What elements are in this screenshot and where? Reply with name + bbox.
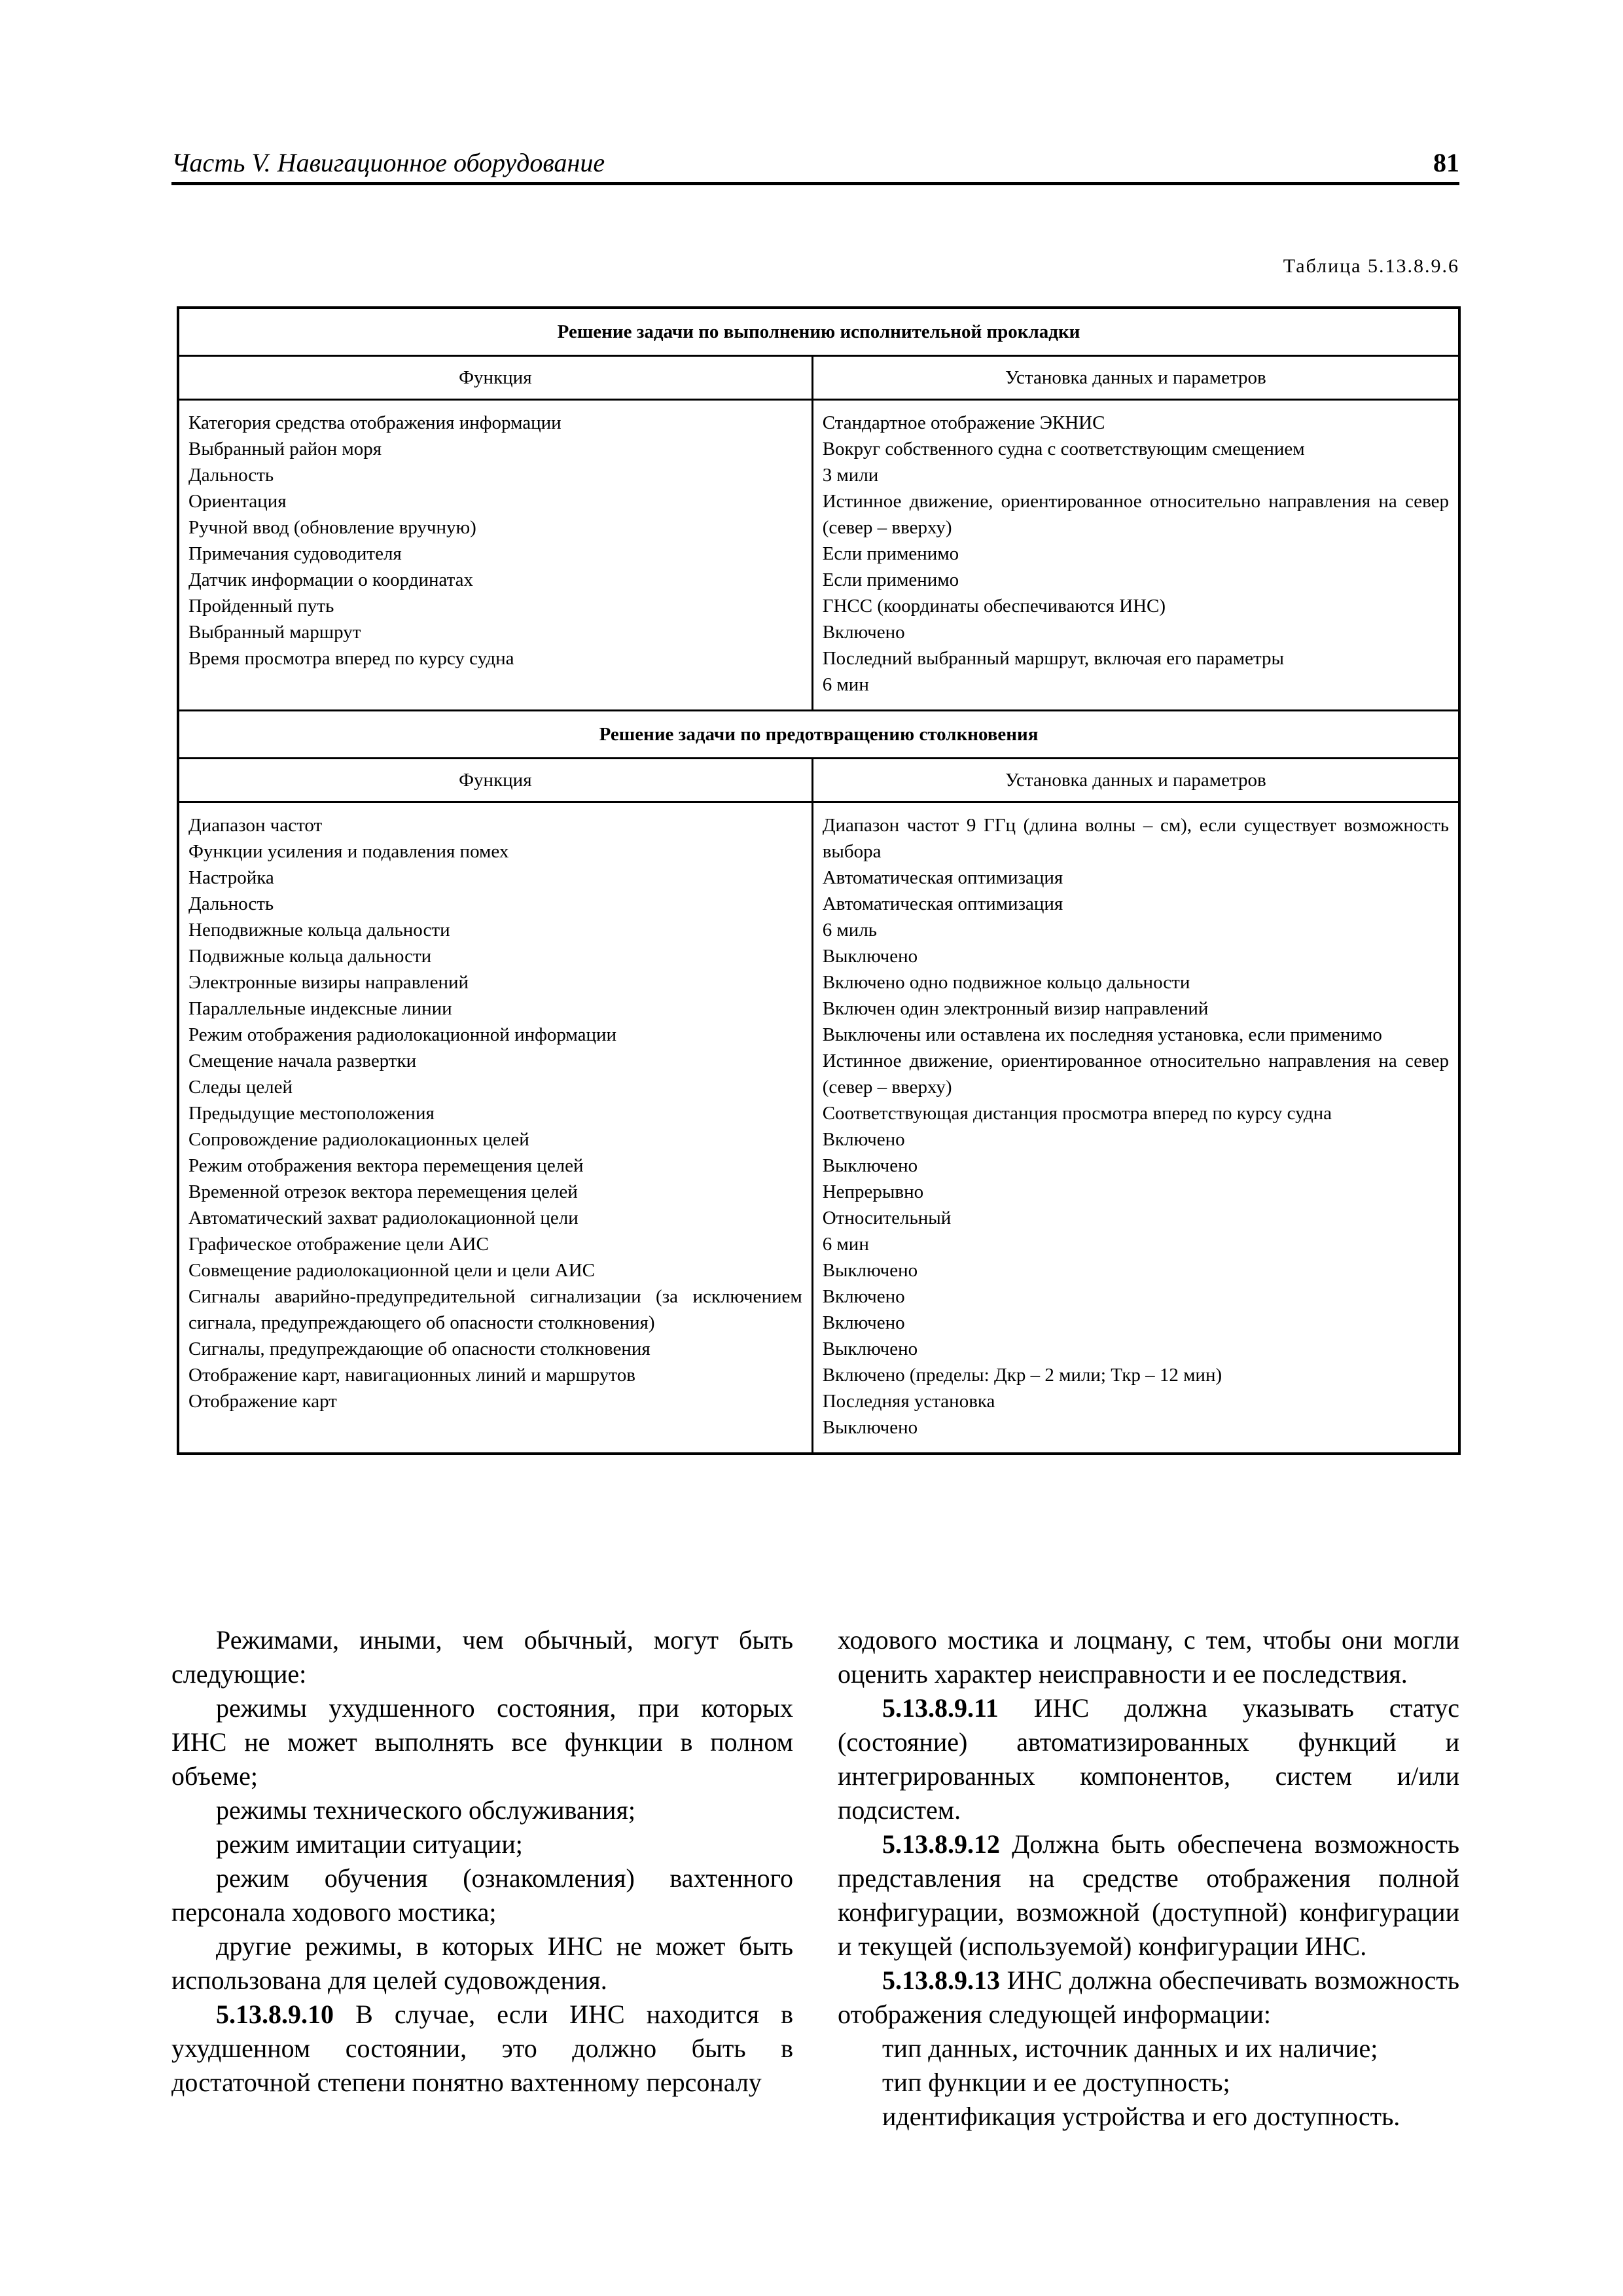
setting-value: Если применимо [822,569,959,590]
function-label: Ручной ввод (обновление вручную) [188,517,476,538]
function-label: Настройка [188,867,274,888]
function-label: Режим отображения радиолокационной информации [188,1024,617,1045]
settings-cell-1 [812,400,1459,711]
setting-value: Если применимо [822,543,959,564]
function-label: Выбранный район моря [188,439,382,459]
paragraph [171,1998,793,2100]
function-label: Автоматический захват радиолокационной цели [188,1208,579,1229]
paragraph: Режимами, иными, чем обычный, могут быть следующие: [171,1625,793,1689]
function-label: Категория средства отображения информации [188,412,562,433]
setting-value: Вокруг собственного судна с соответствующим смещением [822,439,1305,459]
functions-cell-2 [178,802,812,1454]
function-label: Дальность [188,893,274,914]
paragraph [838,1964,1459,2032]
clause-number: 5.13.8.9.12 [882,1829,1000,1859]
setting-value: Автоматическая оптимизация [822,893,1063,914]
clause-number: 5.13.8.9.10 [216,2000,334,2029]
right-column [838,1623,1459,2134]
setting-value: Относительный [822,1208,952,1229]
setting-value: 3 мили [822,465,879,486]
clause-text: ИНС должна обеспечивать возможность отображения следующей информации: [838,1965,1460,2029]
function-label: Режим отображения вектора перемещения целей [188,1155,584,1176]
function-label: Отображение карт, навигационных линий и маршрутов [188,1365,635,1386]
function-label: Предыдущие местоположения [188,1103,435,1124]
paragraph: режимы ухудшенного состояния, при которых ИНС не может выполнять все функции в полном объеме; [171,1693,793,1791]
page-header [171,143,1459,185]
function-label: Подвижные кольца дальности [188,946,432,967]
function-label: Совмещение радиолокационной цели и цели АИС [188,1260,595,1281]
setting-value: Включено одно подвижное кольцо дальности [822,972,1190,993]
paragraph: режимы технического обслуживания; [216,1795,635,1825]
functions-cell-1 [178,400,812,711]
paragraph: режим обучения (ознакомления) вахтенного персонала ходового мостика; [171,1863,793,1927]
function-label: Неподвижные кольца дальности [188,920,450,941]
setting-value: 6 мин [822,1234,869,1255]
clause-text: Должна быть обеспечена возможность представления на средстве отображения полной конфигурации, возможной (доступной) конфигурации и текущей (используемой) конфигурации ИНС. [838,1829,1460,1961]
setting-value: Включен один электронный визир направлений [822,998,1209,1019]
function-label: Графическое отображение цели АИС [188,1234,489,1255]
body-text [171,1623,1460,2131]
function-label: Диапазон частот [188,815,323,836]
setting-value: ГНСС (координаты обеспечиваются ИНС) [822,596,1166,617]
running-title: Часть V. Навигационное оборудование [171,148,605,177]
list-item: идентификация устройства и его доступность. [882,2102,1400,2131]
list-item: тип функции и ее доступность; [882,2068,1230,2097]
paragraph [838,1827,1459,1964]
list-item: тип данных, источник данных и их наличие; [882,2034,1378,2063]
setting-value: Включено (пределы: Дкр – 2 мили; Ткр – 12 мин) [822,1365,1222,1386]
setting-value: Непрерывно [822,1181,924,1202]
setting-value: Соответствующая дистанция просмотра вперед по курсу судна [822,1103,1332,1124]
paragraph: другие режимы, в которых ИНС не может быть использована для целей судовождения. [171,1931,793,1995]
setting-value: Выключено [822,1155,918,1176]
setting-value: Последняя установка [822,1391,995,1412]
clause-text: ИНС должна указывать статус (состояние) автоматизированных функций и интегрированных компонентов, систем и/или подсистем. [838,1693,1460,1825]
function-label: Электронные визиры направлений [188,972,469,993]
section-title-2: Решение задачи по предотвращению столкновения [178,711,1459,759]
settings-table [177,306,1461,1455]
clause-number: 5.13.8.9.11 [882,1693,999,1723]
paragraph [838,1691,1459,1827]
column-header-function: Функция [178,356,812,400]
function-label: Дальность [188,465,274,486]
paragraph: режим имитации ситуации; [216,1829,523,1859]
setting-value: Выключено [822,1260,918,1281]
page-number: 81 [1433,148,1459,177]
column-header-settings: Установка данных и параметров [812,356,1459,400]
setting-value: 6 миль [822,920,878,941]
setting-value: Включено [822,1312,905,1333]
setting-value: Истинное движение, ориентированное относительно направления на север (север – вверху) [822,1050,1449,1098]
function-label: Параллельные индексные линии [188,998,452,1019]
setting-value: Автоматическая оптимизация [822,867,1063,888]
function-label: Следы целей [188,1077,293,1098]
column-header-function: Функция [178,759,812,802]
column-header-settings: Установка данных и параметров [812,759,1459,802]
setting-value: Включено [822,1286,905,1307]
function-label: Смещение начала развертки [188,1050,417,1071]
clause-text: В случае, если ИНС находится в ухудшенном состоянии, это должно быть в достаточной степени понятно вахтенному персоналу [171,2000,794,2097]
paragraph: ходового мостика и лоцману, с тем, чтобы они могли оценить характер неисправности и ее последствия. [838,1625,1459,1689]
function-label: Датчик информации о координатах [188,569,474,590]
setting-value: Стандартное отображение ЭКНИС [822,412,1105,433]
function-label: Выбранный маршрут [188,622,361,643]
function-label: Функции усиления и подавления помех [188,841,509,862]
setting-value: Диапазон частот 9 ГГц (длина волны – см), если существует возможность выбора [822,815,1449,862]
function-label: Отображение карт [188,1391,337,1412]
table-caption: Таблица 5.13.8.9.6 [1283,255,1459,277]
setting-value: Выключено [822,1417,918,1438]
function-label: Временной отрезок вектора перемещения целей [188,1181,578,1202]
function-label: Пройденный путь [188,596,334,617]
function-label: Сопровождение радиолокационных целей [188,1129,529,1150]
clause-number: 5.13.8.9.13 [882,1965,1000,1995]
setting-value: Выключены или оставлена их последняя установка, если применимо [822,1024,1382,1045]
setting-value: 6 мин [822,674,869,695]
function-label: Ориентация [188,491,287,512]
setting-value: Включено [822,622,905,643]
section-title-1: Решение задачи по выполнению исполнительной прокладки [178,308,1459,356]
settings-cell-2 [812,802,1459,1454]
setting-value: Истинное движение, ориентированное относительно направления на север (север – вверху) [822,491,1449,538]
function-label: Сигналы аварийно-предупредительной сигнализации (за исключением сигнала, предупреждающего об опасности столкновения) [188,1286,802,1333]
setting-value: Выключено [822,946,918,967]
function-label: Время просмотра вперед по курсу судна [188,648,514,669]
left-column [171,1623,793,2100]
function-label: Примечания судоводителя [188,543,402,564]
setting-value: Включено [822,1129,905,1150]
setting-value: Последний выбранный маршрут, включая его параметры [822,648,1284,669]
setting-value: Выключено [822,1338,918,1359]
function-label: Сигналы, предупреждающие об опасности столкновения [188,1338,651,1359]
